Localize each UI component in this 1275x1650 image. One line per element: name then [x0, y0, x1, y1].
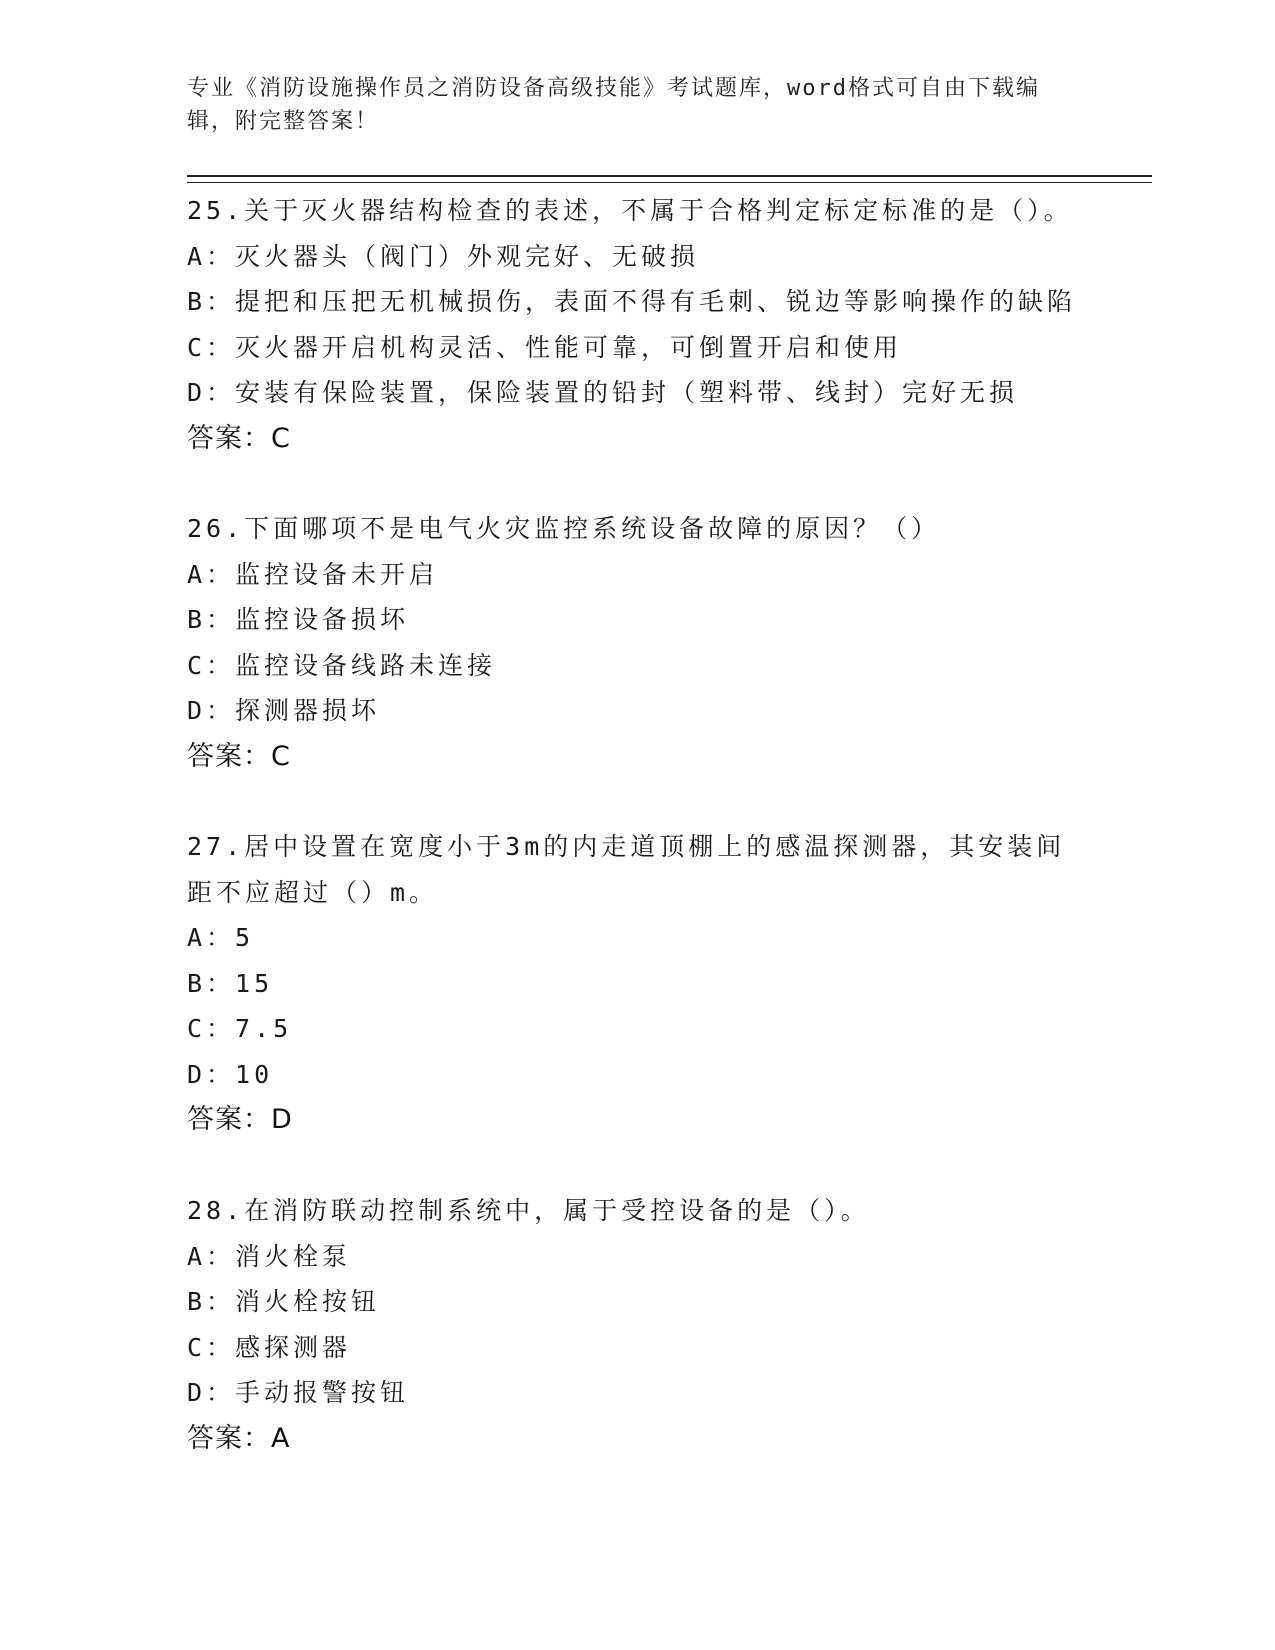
- option-d: D：探测器损坏: [187, 696, 381, 725]
- option-a: A：5: [187, 923, 255, 952]
- option-b: B：提把和压把无机械损伤，表面不得有毛刺、锐边等影响操作的缺陷: [187, 287, 1077, 316]
- answer: 答案：C: [187, 422, 291, 454]
- option-b: B：15: [187, 968, 274, 998]
- option-b: B：监控设备损坏: [187, 605, 410, 634]
- option-d: D：10: [187, 1059, 274, 1089]
- question-26: [187, 506, 1087, 779]
- question-stem: 26.下面哪项不是电气火灾监控系统设备故障的原因？（）: [187, 514, 941, 543]
- option-c: C：灭火器开启机构灵活、性能可靠，可倒置开启和使用: [187, 332, 903, 362]
- document-header: [187, 72, 1087, 138]
- option-a: A：灭火器头（阀门）外观完好、无破损: [187, 241, 700, 271]
- answer: 答案：C: [187, 740, 291, 772]
- option-d: D：安装有保险装置，保险装置的铅封（塑料带、线封）完好无损: [187, 378, 1019, 407]
- option-b: B：消火栓按钮: [187, 1287, 381, 1316]
- answer: 答案：A: [187, 1422, 291, 1454]
- question-stem: 25.关于灭火器结构检查的表述，不属于合格判定标定标准的是（）。: [187, 196, 1073, 225]
- header-divider-thick: [187, 175, 1152, 177]
- option-a: A：监控设备未开启: [187, 559, 439, 589]
- question-25: [187, 188, 1087, 461]
- question-stem: 28.在消防联动控制系统中，属于受控设备的是（）。: [187, 1196, 870, 1225]
- question-stem: 27.居中设置在宽度小于3m的内走道顶棚上的感温探测器，其安装间距不应超过（）m。: [187, 832, 1066, 907]
- question-28: [187, 1188, 1087, 1461]
- option-c: C：感探测器: [187, 1332, 352, 1362]
- option-d: D：手动报警按钮: [187, 1378, 410, 1407]
- header-line-2: 辑，附完整答案！: [187, 109, 380, 134]
- question-27: [187, 824, 1087, 1143]
- option-c: C：7.5: [187, 1014, 293, 1043]
- option-c: C：监控设备线路未连接: [187, 650, 497, 680]
- header-line-1: 专业《消防设施操作员之消防设备高级技能》考试题库，word格式可自由下载编: [187, 76, 1040, 101]
- answer: 答案：D: [187, 1104, 293, 1135]
- header-divider-thin: [187, 182, 1152, 183]
- option-a: A：消火栓泵: [187, 1241, 352, 1271]
